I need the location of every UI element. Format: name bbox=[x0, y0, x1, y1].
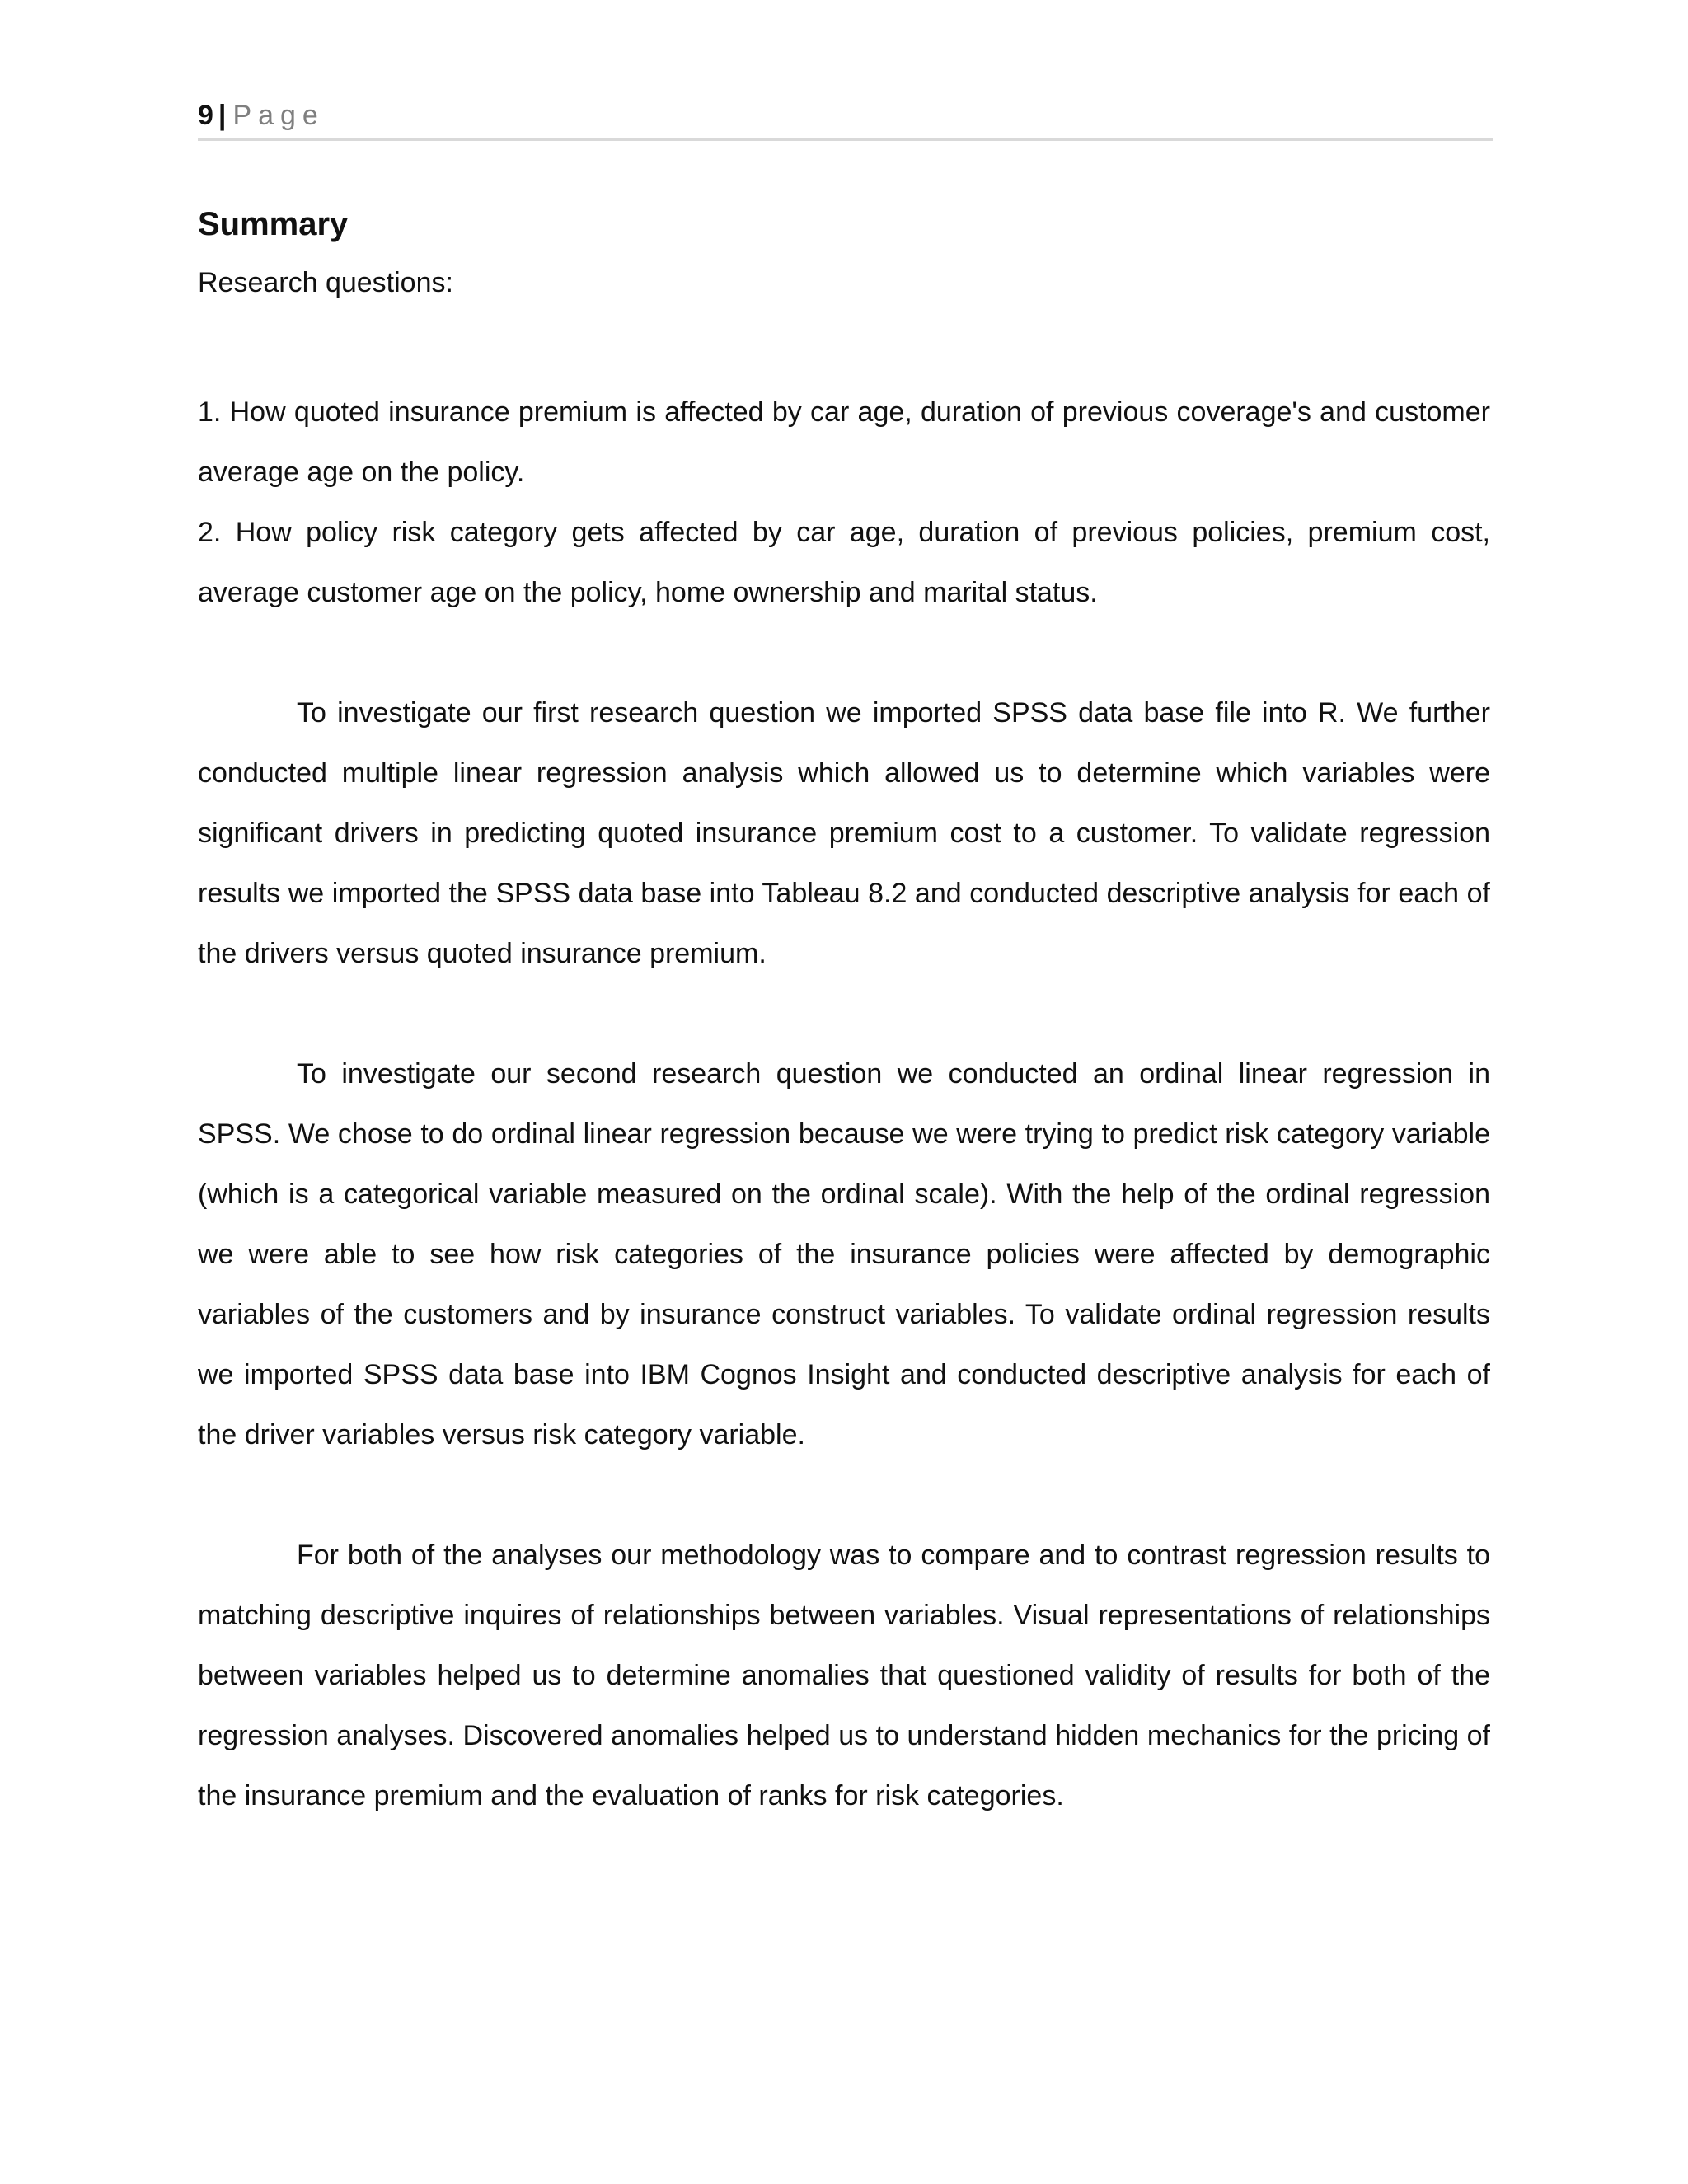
paragraph-methodology: For both of the analyses our methodology was to compare and to contrast regression results to matching descriptive inquires of relationships between variables. Visual representations of relationships between variables helped us to determine anomalies that questioned validity of results for both of the regression analyses. Discovered anomalies helped us to understand hidden mechanics for the pricing of the insurance premium and the evaluation of ranks for risk categories. bbox=[198, 1540, 1490, 1811]
page-label: Page bbox=[232, 100, 325, 131]
research-question-1: 1. How quoted insurance premium is affected by car age, duration of previous coverage's and customer average age on the policy. bbox=[198, 396, 1490, 488]
research-questions-label: Research questions: bbox=[198, 267, 453, 298]
page-number: 9 bbox=[198, 100, 213, 131]
page-header bbox=[198, 97, 1493, 141]
paragraph-second-question: To investigate our second research question we conducted an ordinal linear regression in SPSS. We chose to do ordinal linear regression because we were trying to predict risk category variable (which is a categorical variable measured on the ordinal scale). With the help of the ordinal regression we were able to see how risk categories of the insurance policies were affected by demographic variables of the customers and by insurance construct variables. To validate ordinal regression results we imported SPSS data base into IBM Cognos Insight and conducted descriptive analysis for each of the driver variables versus risk category variable. bbox=[198, 1058, 1490, 1451]
page-separator: | bbox=[218, 100, 227, 131]
document-body bbox=[198, 199, 1490, 1826]
section-title: Summary bbox=[198, 206, 349, 242]
research-questions-list bbox=[198, 382, 1490, 623]
research-question-2: 2. How policy risk category gets affected by car age, duration of previous policies, premium cost, average customer age on the policy, home ownership and marital status. bbox=[198, 517, 1490, 608]
paragraph-first-question: To investigate our first research question we imported SPSS data base file into R. We further conducted multiple linear regression analysis which allowed us to determine which variables were significant drivers in predicting quoted insurance premium cost to a customer. To validate regression results we imported the SPSS data base into Tableau 8.2 and conducted descriptive analysis for each of the drivers versus quoted insurance premium. bbox=[198, 697, 1490, 969]
